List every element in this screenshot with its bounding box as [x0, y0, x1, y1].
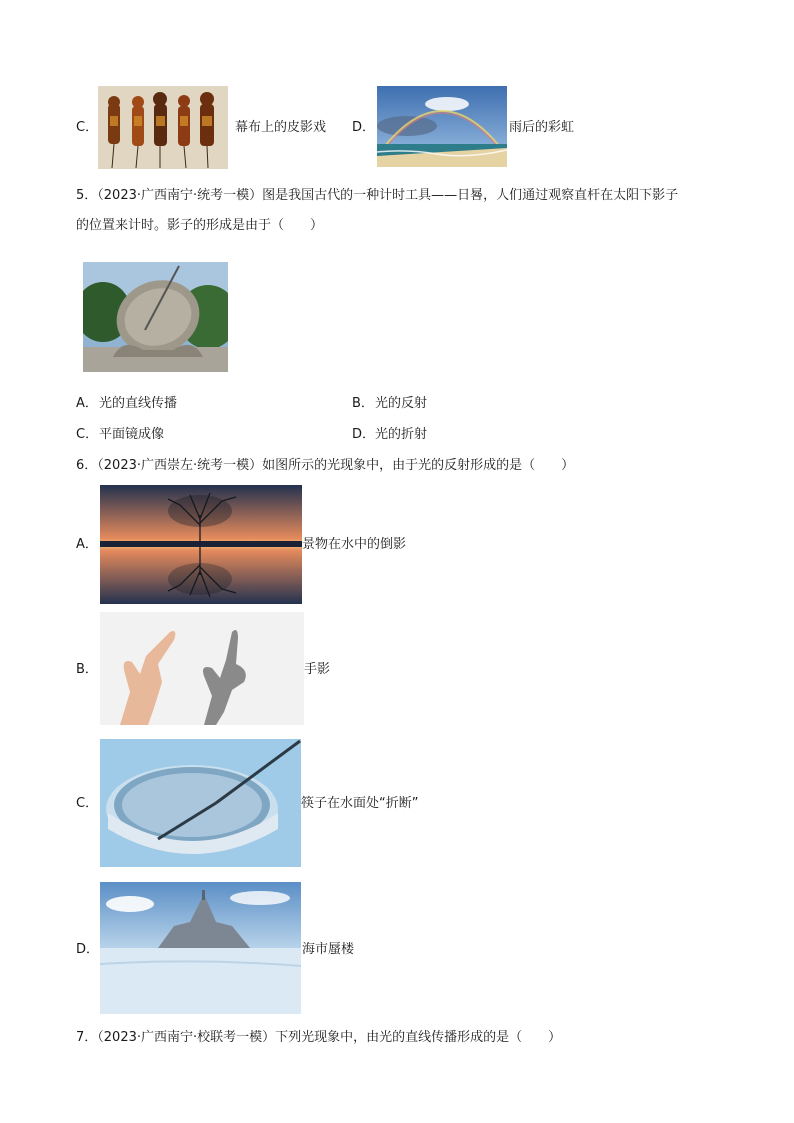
q5-option-a-letter: A． [76, 396, 98, 411]
q5-stem-line2: 的位置来计时。影子的形成是由于（ ） [76, 218, 324, 233]
shadow-puppets-photo [98, 86, 228, 169]
q4-option-c-letter: C． [76, 120, 99, 135]
chopstick-bowl-photo [100, 739, 301, 867]
q5-option-c-text: 平面镜成像 [99, 427, 165, 442]
hand-shadow-photo [100, 612, 304, 725]
q6-option-d-caption: 海市蜃楼 [302, 942, 355, 957]
q5-option-b-letter: B． [352, 396, 374, 411]
q6-option-a-letter: A． [76, 537, 98, 552]
sundial-photo [83, 262, 228, 372]
q4-option-d-letter: D． [352, 120, 376, 135]
tree-reflection-photo [100, 485, 302, 604]
q5-option-d-letter: D． [352, 427, 376, 442]
q6-option-a-caption: 景物在水中的倒影 [302, 537, 407, 552]
q4-option-c-caption: 幕布上的皮影戏 [235, 120, 327, 135]
q6-stem: 6．（2023·广西崇左·统考一模）如图所示的光现象中，由于光的反射形成的是（ ） [76, 458, 575, 473]
q6-option-c-caption: 筷子在水面处“折断” [301, 796, 419, 811]
q6-option-b-letter: B． [76, 662, 98, 677]
rainbow-beach-photo [377, 86, 507, 167]
q7-stem: 7．（2023·广西南宁·校联考一模）下列光现象中，由光的直线传播形成的是（ ） [76, 1030, 562, 1045]
mirage-castle-photo [100, 882, 301, 1014]
q5-option-b-text: 光的反射 [375, 396, 428, 411]
q6-option-d-letter: D． [76, 942, 100, 957]
q6-option-c-letter: C． [76, 796, 99, 811]
q6-option-b-caption: 手影 [304, 662, 331, 677]
q4-option-d-caption: 雨后的彩虹 [509, 120, 575, 135]
q5-option-a-text: 光的直线传播 [99, 396, 178, 411]
q5-option-c-letter: C． [76, 427, 99, 442]
q5-option-d-text: 光的折射 [375, 427, 428, 442]
q5-stem-line1: 5．（2023·广西南宁·统考一模）图是我国古代的一种计时工具——日晷，人们通过观察直杆在太阳下影子 [76, 188, 679, 203]
